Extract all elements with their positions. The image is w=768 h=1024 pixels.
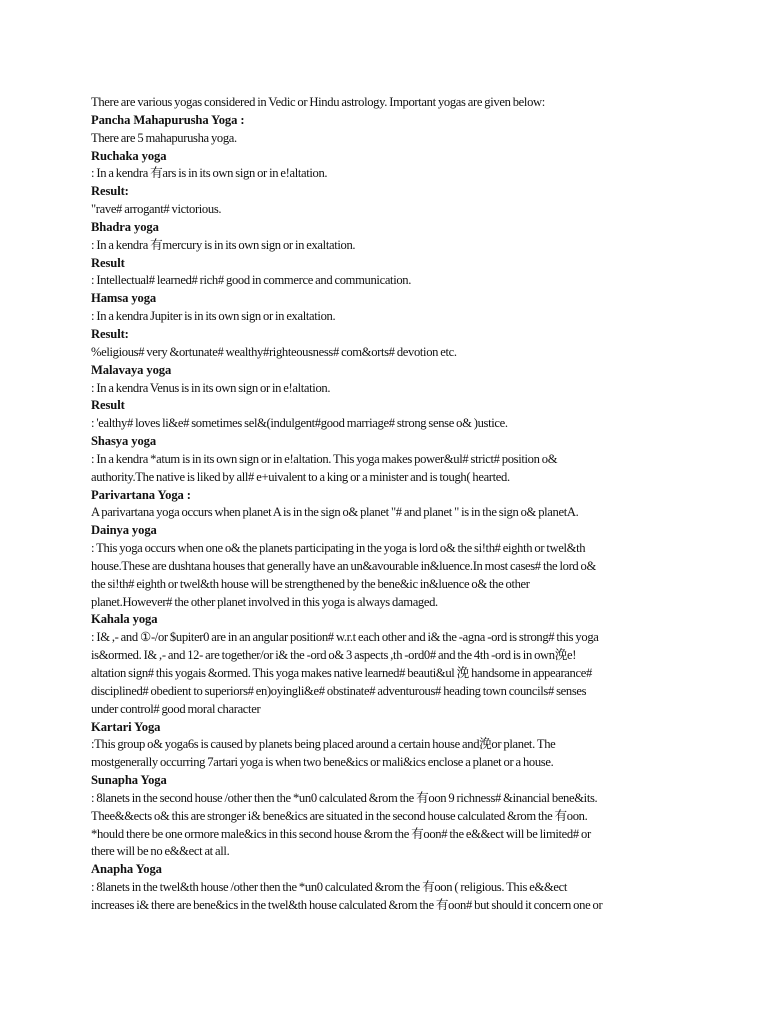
section-heading: Result: bbox=[91, 184, 129, 199]
text-line: : This yoga occurs when one o& the planets participating in the yoga is lord o& the si!th# eighth or twel&th bbox=[91, 541, 586, 556]
text-line: : In a kendra *atum is in its own sign or in e!altation. This yoga makes power&ul# strict# position o& bbox=[91, 451, 558, 466]
section-heading: Kahala yoga bbox=[91, 612, 158, 627]
text-line: there will be no e&&ect at all. bbox=[91, 844, 230, 859]
text-line: disciplined# obedient to superiors# en)oyingli&e# obstinate# adventurous# heading town councils# senses bbox=[91, 683, 587, 698]
text-line: : 8lanets in the twel&th house /other then the *un0 calculated &rom the 有oon ( religious. This e&&ect bbox=[91, 880, 568, 895]
text-line: :This group o& yoga6s is caused by planets being placed around a certain house and浼or planet. The bbox=[91, 737, 556, 752]
section-heading: Parivartana Yoga : bbox=[91, 487, 191, 502]
text-line: A parivartana yoga occurs when planet A is in the sign o& planet "# and planet " is in the sign o& planetA. bbox=[91, 505, 579, 520]
text-line: There are various yogas considered in Vedic or Hindu astrology. Important yogas are given below: bbox=[91, 95, 545, 109]
text-line: : Intellectual# learned# rich# good in commerce and communication. bbox=[91, 273, 412, 288]
section-heading: Pancha Mahapurusha Yoga : bbox=[91, 112, 245, 127]
section-heading: Malavaya yoga bbox=[91, 362, 172, 377]
text-line: : In a kendra 有mercury is in its own sign or in exaltation. bbox=[91, 237, 356, 252]
section-heading: Ruchaka yoga bbox=[91, 148, 167, 163]
section-heading: Result bbox=[91, 398, 125, 413]
text-line: mostgenerally occurring 7artari yoga is when two bene&ics or mali&ics enclose a planet or a house. bbox=[91, 755, 554, 770]
section-heading: Anapha Yoga bbox=[91, 862, 162, 877]
text-line: There are 5 mahapurusha yoga. bbox=[91, 130, 237, 145]
text-line: altation sign# this yogais &ormed. This yoga makes native learned# beauti&ul 浼 handsome in appearance# bbox=[91, 666, 592, 680]
text-line: "rave# arrogant# victorious. bbox=[91, 202, 222, 217]
text-line: planet.However# the other planet involved in this yoga is always damaged. bbox=[91, 594, 438, 609]
text-line: authority.The native is liked by all# e+uivalent to a king or a minister and is tough( hearted. bbox=[91, 469, 510, 484]
text-line: : I& ,- and ①-/or $upiter0 are in an angular position# w.r.t each other and i& the -agna -ord is strong# this yoga bbox=[91, 630, 599, 645]
text-line: under control# good moral character bbox=[91, 701, 261, 716]
section-heading: Sunapha Yoga bbox=[91, 773, 167, 788]
text-line: : 8lanets in the second house /other then the *un0 calculated &rom the 有oon 9 richness# &inancial bene&its. bbox=[91, 790, 598, 805]
text-line: the si!th# eighth or twel&th house will be strengthened by the bene&ic in&luence o& the other bbox=[91, 576, 530, 591]
section-heading: Dainya yoga bbox=[91, 523, 157, 538]
section-heading: Result bbox=[91, 255, 125, 270]
text-line: : 'ealthy# loves li&e# sometimes sel&(indulgent#good marriage# strong sense o& )ustice. bbox=[91, 416, 508, 431]
section-heading: Bhadra yoga bbox=[91, 219, 159, 234]
text-line: house.These are dushtana houses that generally have an un&avourable in&luence.In most cases# the lord o& bbox=[91, 558, 596, 573]
text-line: increases i& there are bene&ics in the twel&th house calculated &rom the 有oon# but should it concern one or bbox=[91, 897, 603, 912]
section-heading: Shasya yoga bbox=[91, 434, 157, 449]
document-body bbox=[91, 94, 691, 915]
text-line: is&ormed. I& ,- and 12- are together/or i& the -ord o& 3 aspects ,th -ord0# and the 4th -ord is in own浼e! bbox=[91, 648, 577, 663]
section-heading: Result: bbox=[91, 326, 129, 341]
text-line: : In a kendra Venus is in its own sign or in e!altation. bbox=[91, 380, 331, 395]
text-line: : In a kendra 有ars is in its own sign or in e!altation. bbox=[91, 166, 328, 181]
text-line: %eligious# very &ortunate# wealthy#righteousness# com&orts# devotion etc. bbox=[91, 344, 457, 359]
text-line: *hould there be one ormore male&ics in this second house &rom the 有oon# the e&&ect will be limited# or bbox=[91, 826, 591, 841]
text-line: Thee&&ects o& this are stronger i& bene&ics are situated in the second house calculated &rom the 有oon. bbox=[91, 808, 588, 823]
text-line: : In a kendra Jupiter is in its own sign or in exaltation. bbox=[91, 309, 336, 324]
section-heading: Hamsa yoga bbox=[91, 291, 157, 306]
section-heading: Kartari Yoga bbox=[91, 719, 161, 734]
